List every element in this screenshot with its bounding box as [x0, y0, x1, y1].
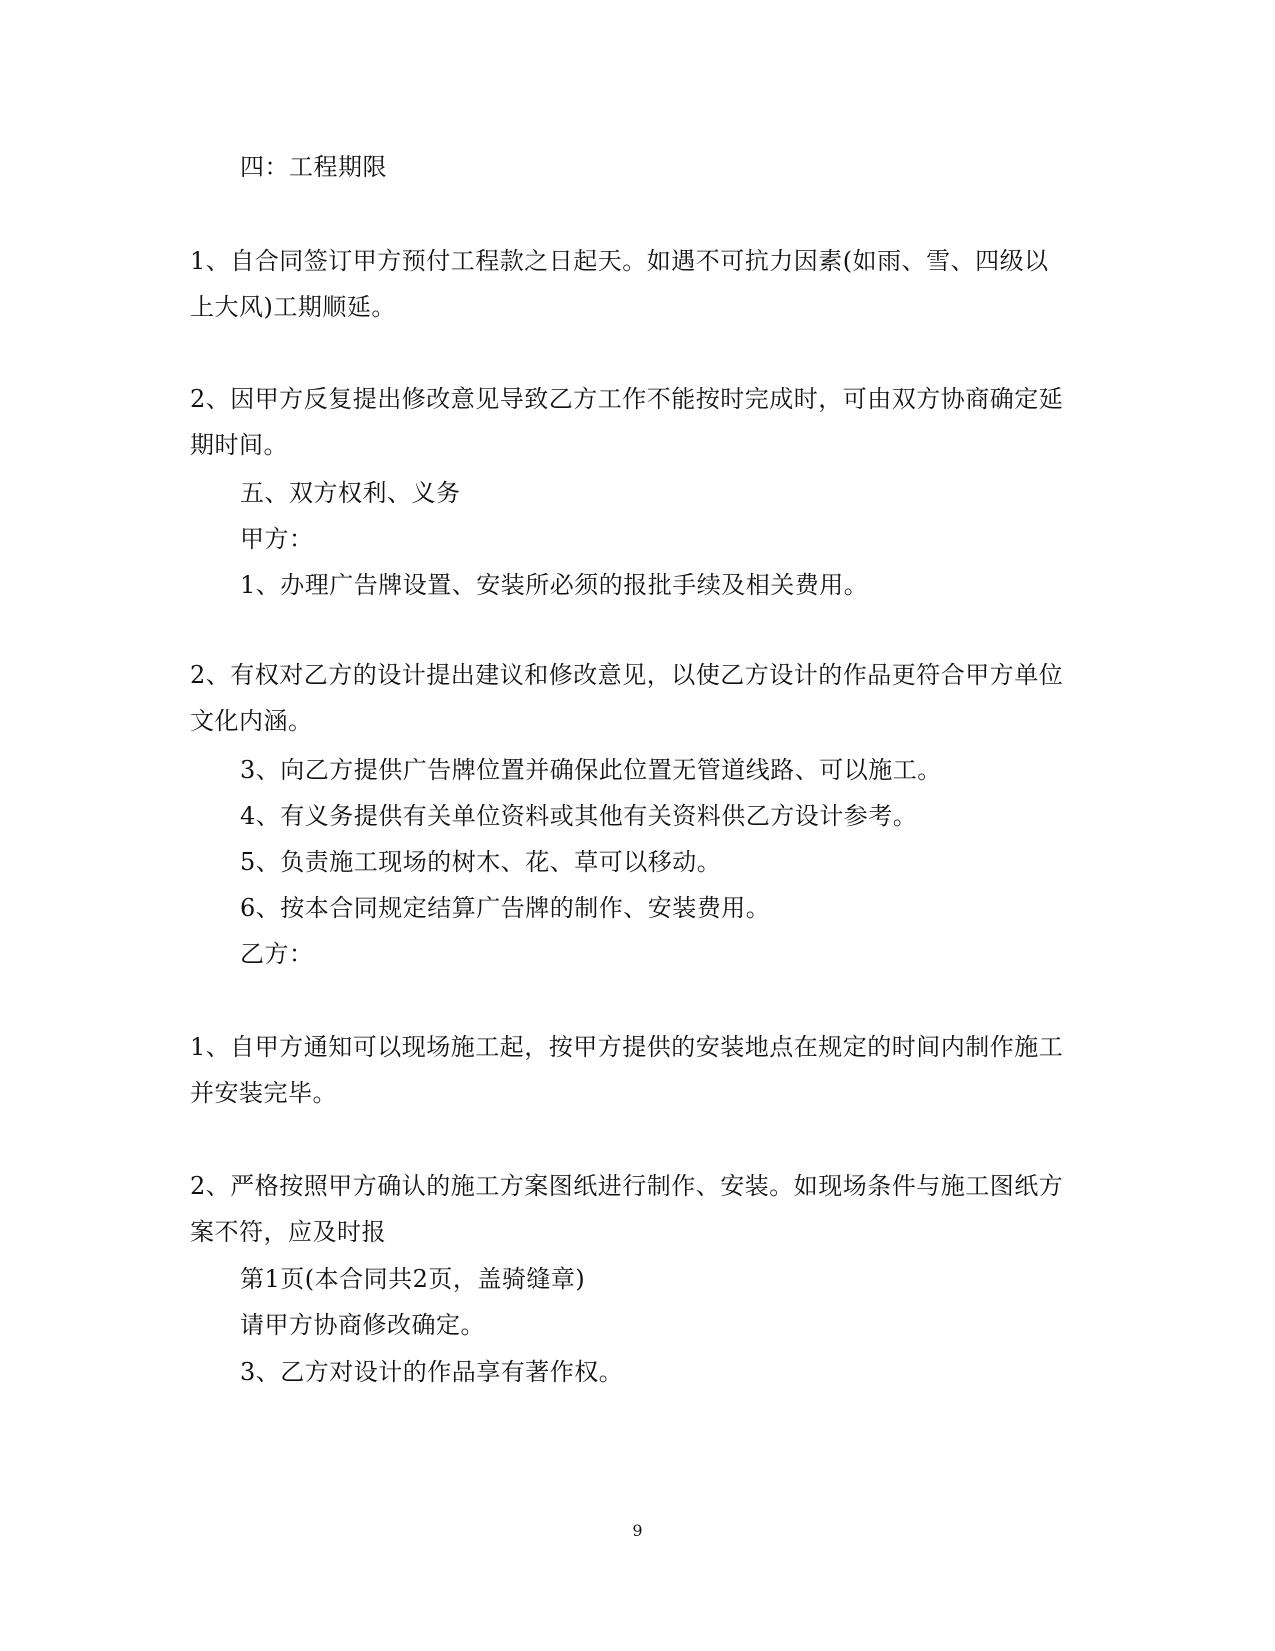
party-a-item-2-line-1: 2、有权对乙方的设计提出建议和修改意见，以使乙方设计的作品更符合甲方单位 — [190, 661, 1064, 689]
section-four-item-1-line-2: 上大风)工期顺延。 — [190, 293, 396, 321]
party-b-item-1-line-1: 1、自甲方通知可以现场施工起，按甲方提供的安装地点在规定的时间内制作施工 — [190, 1033, 1064, 1061]
party-b-item-2-line-1: 2、严格按照甲方确认的施工方案图纸进行制作、安装。如现场条件与施工图纸方 — [190, 1172, 1064, 1200]
party-b-label: 乙方： — [240, 940, 314, 968]
party-a-item-1: 1、办理广告牌设置、安装所必须的报批手续及相关费用。 — [240, 571, 869, 599]
party-a-item-3: 3、向乙方提供广告牌位置并确保此位置无管道线路、可以施工。 — [240, 756, 942, 784]
party-a-item-2-line-2: 文化内涵。 — [190, 707, 313, 735]
page-note: 第1页(本合同共2页，盖骑缝章) — [240, 1265, 586, 1293]
section-four-item-1-line-1: 1、自合同签订甲方预付工程款之日起天。如遇不可抗力因素(如雨、雪、四级以 — [190, 247, 1049, 275]
section-four-item-2 — [190, 376, 1070, 468]
section-five-heading: 五、双方权利、义务 — [240, 479, 461, 507]
party-b-item-2 — [190, 1163, 1070, 1255]
section-four-heading: 四：工程期限 — [240, 153, 387, 181]
section-four-item-1 — [190, 238, 1070, 330]
section-four-item-2-line-2: 期时间。 — [190, 431, 288, 459]
party-b-item-2-line-3: 请甲方协商修改确定。 — [240, 1311, 485, 1339]
party-b-item-1-line-2: 并安装完毕。 — [190, 1079, 337, 1107]
page-number: 9 — [632, 1521, 643, 1540]
party-b-item-2-line-2: 案不符，应及时报 — [190, 1218, 386, 1246]
party-b-item-3: 3、乙方对设计的作品享有著作权。 — [240, 1358, 624, 1386]
party-a-item-6: 6、按本合同规定结算广告牌的制作、安装费用。 — [240, 894, 771, 922]
section-four-item-2-line-1: 2、因甲方反复提出修改意见导致乙方工作不能按时完成时，可由双方协商确定延 — [190, 385, 1064, 413]
party-a-label: 甲方： — [240, 525, 314, 553]
party-a-item-2 — [190, 652, 1070, 744]
party-a-item-5: 5、负责施工现场的树木、花、草可以移动。 — [240, 848, 722, 876]
party-a-item-4: 4、有义务提供有关单位资料或其他有关资料供乙方设计参考。 — [240, 802, 918, 830]
party-b-item-1 — [190, 1024, 1070, 1116]
